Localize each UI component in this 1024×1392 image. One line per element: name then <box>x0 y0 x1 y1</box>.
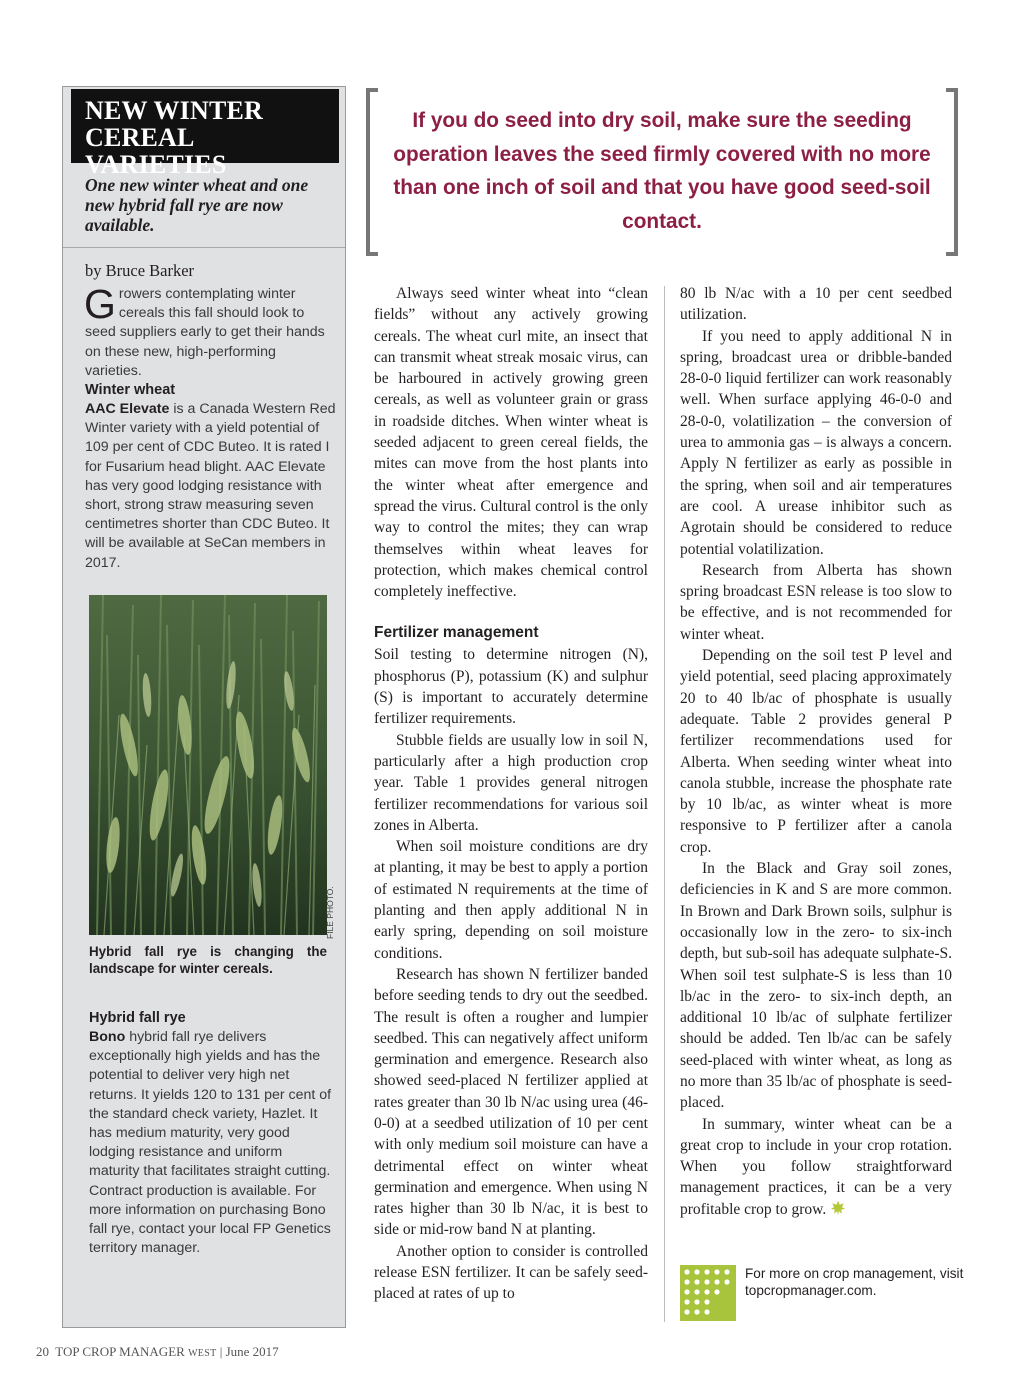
sidebar-title-line2: CEREAL VARIETIES <box>85 123 227 179</box>
paragraph: Research from Alberta has shown spring broadcast ESN release is too slow to be effective, and is not recommended for winter wheat. <box>680 561 952 643</box>
photo-caption: Hybrid fall rye is changing the landscape for winter cereals. <box>89 944 327 976</box>
page-number: 20 <box>36 1344 49 1359</box>
fall-rye-photo <box>89 595 327 935</box>
rye-field-image <box>89 595 327 935</box>
paragraph: Soil testing to determine nitrogen (N), phosphorus (P), potassium (K) and sulphur (S) is important to accurately determine fertilizer requirements. <box>374 646 648 728</box>
end-leaf-icon <box>830 1200 846 1216</box>
sidebar-box <box>62 86 346 1328</box>
sidebar-deck: One new winter wheat and one new hybrid fall rye are now available. <box>85 175 309 235</box>
drop-cap: G <box>84 281 116 327</box>
paragraph: Another option to consider is controlled release ESN fertilizer. It can be safely seed-placed at rates of up to <box>374 1242 648 1303</box>
article-column-2 <box>680 283 952 1220</box>
winter-wheat-heading: Winter wheat <box>85 382 176 398</box>
sidebar-title-line1: NEW WINTER <box>85 96 264 125</box>
winter-wheat-section <box>85 381 337 573</box>
column-divider <box>664 286 665 1322</box>
paragraph: Always seed winter wheat into “clean fields” without any actively growing cereals. The wheat curl mite, an insect that can transmit wheat streak mosaic virus, can be harboured in actively growing green cereals, as well as volunteer grain or grass in roadside ditches. When winter wheat is seeded adjacent to green cereal fields, the mites can move from the host plants into the winter wheat after emergence and spread the virus. Cultural control is the only way to control the mites; they can wrap themselves within wheat leaves for protection, which makes chemical control completely ineffective. <box>374 285 648 601</box>
pull-quote-right-bracket <box>946 88 958 256</box>
winter-wheat-description: is a Canada Western Red Winter variety with a yield potential of 109 per cent of CDC Buteo. It is rated I for Fusarium head blight. AAC Elevate has very good lodging resistance with short, strong straw measuring seven centimetres shorter than CDC Buteo. It will be available at SeCan members in 2017. <box>85 401 336 571</box>
closing-text: In summary, winter wheat can be a great crop to include in your crop rotation. When you follow straightforward management practices, it can be a very profitable crop to grow. <box>680 1115 952 1218</box>
promo-text: For more on crop management, visit topcropmanager.com. <box>745 1266 964 1298</box>
edition-label: WEST <box>188 1348 217 1359</box>
sidebar-title-bar <box>71 89 339 179</box>
hybrid-fall-rye-heading: Hybrid fall rye <box>89 1010 186 1026</box>
fertilizer-management-heading: Fertilizer management <box>374 624 539 642</box>
sidebar-title <box>85 97 339 178</box>
paragraph: In the Black and Gray soil zones, deficiencies in K and S are more common. In Brown and Dark Brown soils, sulphur is occasionally low in the zero- to six-inch depth, but sub-soil has adequate sulphate-S. When soil test sulphate-S is less than 10 lb/ac in the zero- to six-inch depth, an additional 10 lb/ac of sulphate fertilizer should be added. Ten lb/ac can be safely seed-placed with winter wheat, as long as no more than 35 lb/ac of phosphate is seed-placed. <box>680 860 952 1112</box>
variety-name-aac-elevate: AAC Elevate <box>85 401 170 417</box>
dot-grid-logo-icon <box>680 1265 736 1321</box>
sidebar-divider <box>63 247 345 248</box>
sidebar-intro <box>84 281 335 381</box>
winter-wheat-text <box>85 400 337 573</box>
issue-date: June 2017 <box>225 1344 279 1359</box>
magazine-name: TOP CROP MANAGER <box>55 1344 185 1359</box>
paragraph: Depending on the soil test P level and yield potential, seed placing approximately 20 to 40 lb/ac of phosphate is usually adequate. Table 2 provides general P fertilizer recommendations used for Alberta. When seeding winter wheat into canola stubble, increase the phosphate rate by 10 lb/ac, as winter wheat is more responsive to P fertilizer after a canola crop. <box>680 647 952 856</box>
paragraph: Stubble fields are usually low in soil N, particularly after a high production crop year. Table 1 provides general nitrogen fertilizer recommendations for various soil zones in Alberta. <box>374 731 648 834</box>
article-column-1 <box>374 283 648 1305</box>
paragraph: 80 lb N/ac with a 10 per cent seedbed utilization. <box>680 285 952 324</box>
variety-name-bono: Bono <box>89 1029 126 1045</box>
sidebar-intro-text: rowers contemplating winter cereals this fall should look to seed suppliers early to get their hands on these new, high-performing varieties. <box>85 286 325 379</box>
hybrid-fall-rye-description: hybrid fall rye delivers exceptionally high yields and has the potential to deliver very high net returns. It yields 120 to 131 per cent of the standard check variety, Hazlet. It has medium maturity, very good lodging resistance and uniform maturity that facilitates straight cutting. Contract production is available. For more information on purchasing Bono fall rye, contact your local FP Genetics territory manager. <box>89 1029 332 1257</box>
page-footer: 20 TOP CROP MANAGER WEST | June 2017 <box>36 1344 279 1359</box>
paragraph: If you need to apply additional N in spring, broadcast urea or dribble-banded 28-0-0 liquid fertilizer can work reasonably well. When surface applying 46-0-0 and 28-0-0, volatilization – the conversion of urea to ammonia gas – is always a concern. Apply N fertilizer as early as possible in the spring, when soil and air temperatures are cool. A urease inhibitor such as Agrotain should be considered to reduce potential volatilization. <box>680 327 952 558</box>
hybrid-fall-rye-text <box>89 1028 335 1258</box>
hybrid-fall-rye-section <box>89 1009 335 1258</box>
byline: by Bruce Barker <box>85 261 195 280</box>
paragraph: When soil moisture conditions are dry at planting, it may be best to apply a portion of estimated N requirements at the time of planting and then apply additional N in early spring, depending on soil moisture conditions. <box>374 838 648 962</box>
paragraph: Research has shown N fertilizer banded before seeding tends to dry out the seedbed. The result is often a rougher and lumpier seedbed. This can negatively affect uniform germination and emergence. Research also showed seed-placed N fertilizer applied at rates greater than 30 lb N/ac using urea (46-0-0) at a seedbed utilization of 10 per cent with only medium soil moisture can have a detrimental effect on winter wheat germination and emergence. When using N rates higher than 30 lb N/ac, it is best to side or mid-row band N at planting. <box>374 965 648 1239</box>
photo-credit: FILE PHOTO. <box>325 886 335 939</box>
paragraph-final <box>680 1114 952 1220</box>
pull-quote-left-bracket <box>366 88 378 256</box>
pull-quote: If you do seed into dry soil, make sure the seeding operation leaves the seed firmly covered with no more than one inch of soil and that you have good seed-soil contact. <box>393 109 931 233</box>
